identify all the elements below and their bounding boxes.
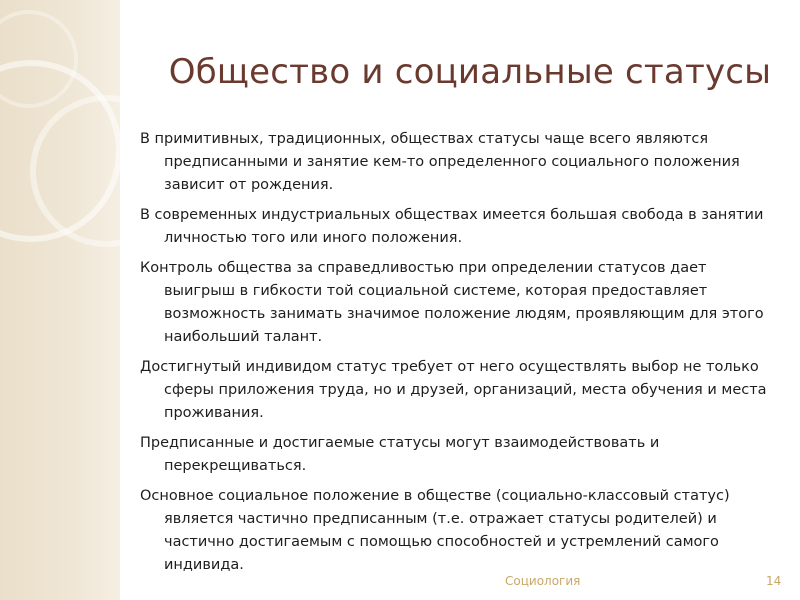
paragraph: В примитивных, традиционных, обществах статусы чаще всего являются предписанными и занятие кем-то определенного социального положения зависит от рождения. [140, 131, 740, 193]
paragraph: Контроль общества за справедливостью при определении статусов дает выигрыш в гибкости той социальной системе, которая предоставляет возможность занимать значимое положение людям, проявляющим для этого наибольший талант. [140, 260, 764, 345]
paragraph: Предписанные и достигаемые статусы могут взаимодействовать и перекрещиваться. [140, 435, 660, 474]
left-decorative-band [0, 0, 120, 600]
page-number: 14 [766, 574, 782, 588]
paragraph: Основное социальное положение в обществе (социально-классовый статус) является частично предписанным (т.е. отражает статусы родителей) и частично достигаемым с помощью способностей и устремлений самого индивида. [140, 488, 730, 573]
paragraph: В современных индустриальных обществах имеется большая свобода в занятии личностью того или иного положения. [140, 207, 764, 246]
paragraph: Достигнутый индивидом статус требует от него осуществлять выбор не только сферы приложения труда, но и друзей, организаций, места обучения и места проживания. [140, 359, 767, 421]
slide-title: Общество и социальные статусы [168, 52, 772, 92]
slide-body [140, 128, 770, 584]
footer-label: Социология [505, 574, 581, 588]
